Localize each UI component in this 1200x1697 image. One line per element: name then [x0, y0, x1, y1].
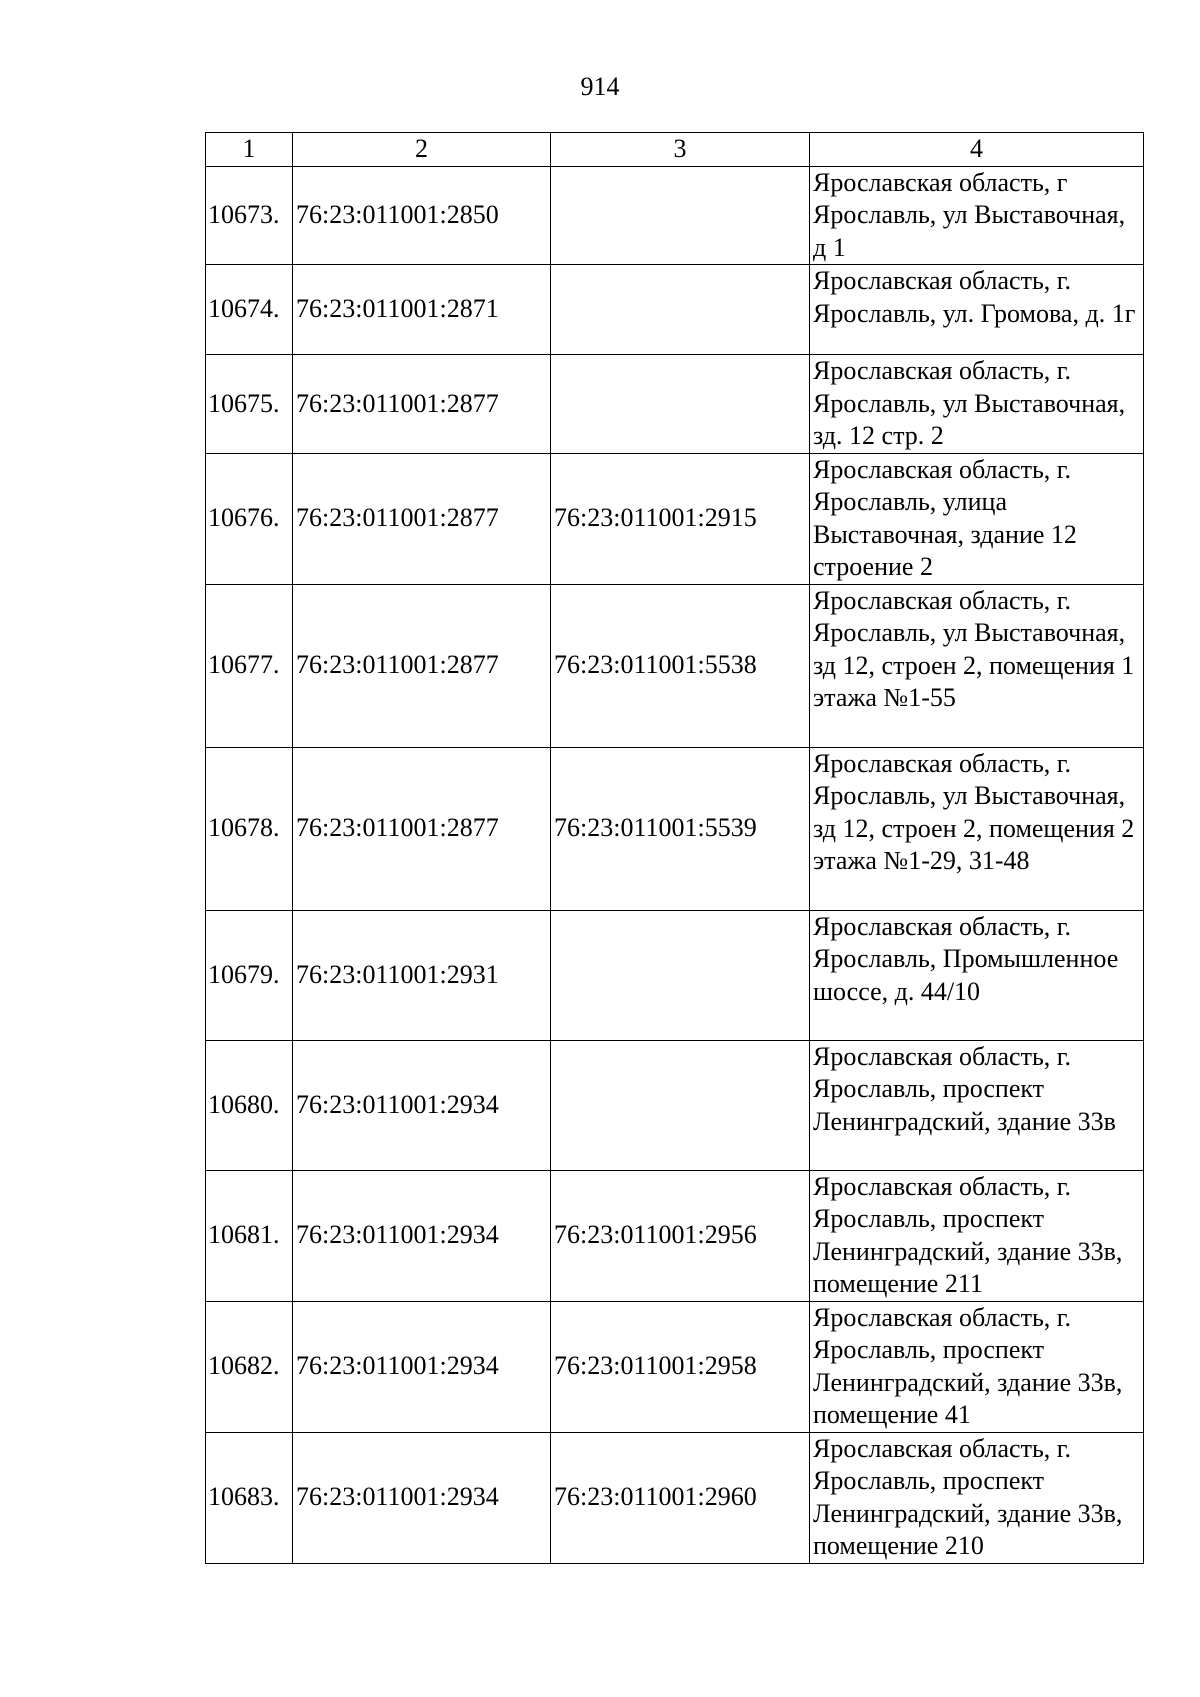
- table-row: [206, 265, 1144, 355]
- row-number: 10676.: [206, 453, 293, 584]
- parcel-cadastral-number: 76:23:011001:2877: [293, 747, 551, 910]
- row-number: 10674.: [206, 265, 293, 355]
- column-header-1: 1: [206, 133, 293, 167]
- object-cadastral-number: [551, 1040, 810, 1170]
- object-cadastral-number: 76:23:011001:2958: [551, 1301, 810, 1432]
- address: Ярославская область, г. Ярославль, ул Выставочная, зд 12, строен 2, помещения 2 этажа №1-29, 31-48: [810, 747, 1144, 910]
- object-cadastral-number: [551, 910, 810, 1040]
- parcel-cadastral-number: 76:23:011001:2877: [293, 584, 551, 747]
- parcel-cadastral-number: 76:23:011001:2877: [293, 355, 551, 454]
- table-row: [206, 453, 1144, 584]
- address: Ярославская область, г Ярославль, ул Выставочная, д 1: [810, 166, 1144, 265]
- table-row: [206, 166, 1144, 265]
- address: Ярославская область, г. Ярославль, проспект Ленинградский, здание 33в, помещение 41: [810, 1301, 1144, 1432]
- parcel-cadastral-number: 76:23:011001:2877: [293, 453, 551, 584]
- object-cadastral-number: 76:23:011001:2956: [551, 1170, 810, 1301]
- object-cadastral-number: 76:23:011001:5539: [551, 747, 810, 910]
- parcel-cadastral-number: 76:23:011001:2934: [293, 1040, 551, 1170]
- address: Ярославская область, г. Ярославль, ул Выставочная, зд. 12 стр. 2: [810, 355, 1144, 454]
- row-number: 10678.: [206, 747, 293, 910]
- row-number: 10675.: [206, 355, 293, 454]
- object-cadastral-number: [551, 265, 810, 355]
- object-cadastral-number: [551, 355, 810, 454]
- address: Ярославская область, г. Ярославль, улица Выставочная, здание 12 строение 2: [810, 453, 1144, 584]
- column-header-3: 3: [551, 133, 810, 167]
- parcel-cadastral-number: 76:23:011001:2934: [293, 1432, 551, 1563]
- object-cadastral-number: 76:23:011001:2915: [551, 453, 810, 584]
- row-number: 10683.: [206, 1432, 293, 1563]
- table-row: [206, 1040, 1144, 1170]
- table-row: [206, 1301, 1144, 1432]
- object-cadastral-number: 76:23:011001:5538: [551, 584, 810, 747]
- page-number: 914: [580, 72, 620, 101]
- parcel-cadastral-number: 76:23:011001:2934: [293, 1301, 551, 1432]
- parcel-cadastral-number: 76:23:011001:2871: [293, 265, 551, 355]
- parcel-cadastral-number: 76:23:011001:2850: [293, 166, 551, 265]
- parcel-cadastral-number: 76:23:011001:2931: [293, 910, 551, 1040]
- address: Ярославская область, г. Ярославль, Промышленное шоссе, д. 44/10: [810, 910, 1144, 1040]
- table-header-row: [206, 133, 1144, 167]
- table-row: [206, 584, 1144, 747]
- row-number: 10680.: [206, 1040, 293, 1170]
- row-number: 10673.: [206, 166, 293, 265]
- address: Ярославская область, г. Ярославль, ул Выставочная, зд 12, строен 2, помещения 1 этажа №1-55: [810, 584, 1144, 747]
- address: Ярославская область, г. Ярославль, ул. Громова, д. 1г: [810, 265, 1144, 355]
- table-row: [206, 1170, 1144, 1301]
- row-number: 10681.: [206, 1170, 293, 1301]
- table-row: [206, 910, 1144, 1040]
- table-row: [206, 1432, 1144, 1563]
- table-row: [206, 355, 1144, 454]
- object-cadastral-number: 76:23:011001:2960: [551, 1432, 810, 1563]
- column-header-4: 4: [810, 133, 1144, 167]
- column-header-2: 2: [293, 133, 551, 167]
- address: Ярославская область, г. Ярославль, проспект Ленинградский, здание 33в, помещение 210: [810, 1432, 1144, 1563]
- table-row: [206, 747, 1144, 910]
- address: Ярославская область, г. Ярославль, проспект Ленинградский, здание 33в: [810, 1040, 1144, 1170]
- parcel-cadastral-number: 76:23:011001:2934: [293, 1170, 551, 1301]
- row-number: 10677.: [206, 584, 293, 747]
- row-number: 10679.: [206, 910, 293, 1040]
- row-number: 10682.: [206, 1301, 293, 1432]
- address: Ярославская область, г. Ярославль, проспект Ленинградский, здание 33в, помещение 211: [810, 1170, 1144, 1301]
- object-cadastral-number: [551, 166, 810, 265]
- registry-table: [205, 132, 1144, 1564]
